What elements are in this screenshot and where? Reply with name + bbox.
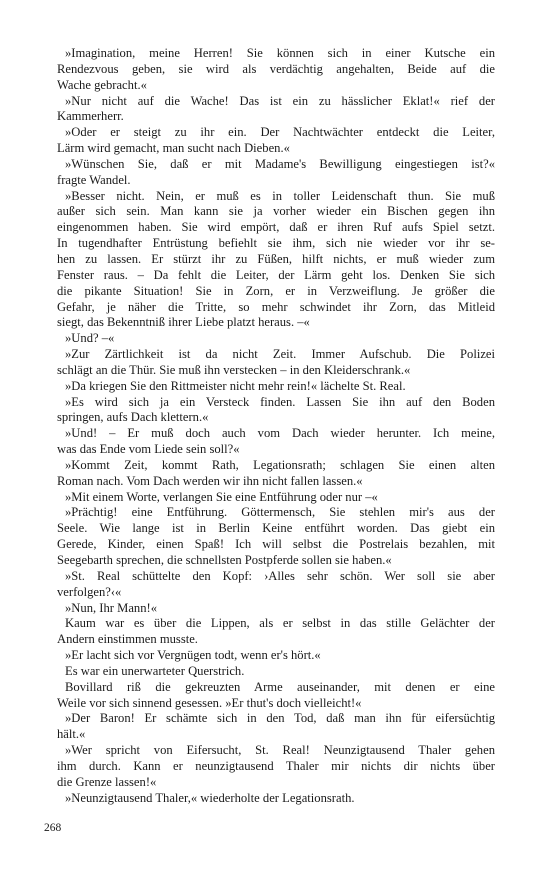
text-line: hen zu lassen. Er stürzt ihr zu Füßen, hilft nichts, er muß wieder zum <box>57 251 495 266</box>
text-line: die Grenze lassen!« <box>57 774 157 789</box>
text-line: In tugendhafter Entrüstung befiehlt sie ihm, sich nie wieder vor ihr se- <box>57 236 495 251</box>
text-line: »Wünschen Sie, daß er mit Madame's Bewilligung eingestiegen ist?« <box>65 156 495 171</box>
text-line: Bovillard riß die gekreuzten Arme auseinander, mit denen er eine <box>65 679 495 694</box>
text-line: Weile vor sich sinnend gesessen. »Er thut's doch vielleicht!« <box>57 695 362 710</box>
text-line: was das Ende vom Liede sein soll?« <box>57 442 240 457</box>
text-line: außer sich sein. Man kann sie ja vorher wieder ein Bischen gegen ihn <box>57 204 495 219</box>
text-line: »Nur nicht auf die Wache! Das ist ein zu hässlicher Eklat!« rief der <box>65 93 495 108</box>
text-line: »Er lacht sich vor Vergnügen todt, wenn er's hört.« <box>65 648 321 663</box>
text-line: »Und? –« <box>65 331 115 346</box>
text-line: Es war ein unerwarteter Querstrich. <box>65 663 245 678</box>
text-line: »Wer spricht von Eifersucht, St. Real! Neunzigtausend Thaler gehen <box>65 743 495 758</box>
text-line: eingenommen haben. Sie wird empört, daß er ihren Ruf aufs Spiel setzt. <box>57 220 495 235</box>
text-line: Seele. Wie lange ist in Berlin Keine entführt worden. Das giebt ein <box>57 521 495 536</box>
text-line: Kaum war es über die Lippen, als er selbst in das stille Gelächter der <box>65 616 495 631</box>
text-line: »Besser nicht. Nein, er muß es in toller Leidenschaft thun. Sie muß <box>65 188 495 203</box>
text-line: hält.« <box>57 727 86 742</box>
text-line: Gerede, Kinder, einen Spaß! Ich will selbst die Postrelais bezahlen, mit <box>57 537 495 552</box>
text-line: »Da kriegen Sie den Rittmeister nicht mehr rein!« lächelte St. Real. <box>65 378 406 393</box>
text-line: Fenster raus. – Da fehlt die Leiter, der Lärm geht los. Denken Sie sich <box>57 267 495 282</box>
text-line: Rendezvous geben, sie wird als verdächtig angehalten, Beide auf die <box>57 61 495 76</box>
text-line: Gefahr, je näher die Tritte, so mehr schwindet ihr Zorn, das Mitleid <box>57 299 495 314</box>
text-line: verfolgen?‹« <box>57 584 122 599</box>
text-line: Roman nach. Vom Dach werden wir ihn nicht fallen lassen.« <box>57 473 363 488</box>
text-line: »Prächtig! eine Entführung. Göttermensch, Sie stehlen mir's aus der <box>65 505 495 520</box>
text-line: »Es wird sich ja ein Versteck finden. Lassen Sie ihn auf den Boden <box>65 394 495 409</box>
text-line: »St. Real schüttelte den Kopf: ›Alles sehr schön. Wer soll sie aber <box>65 568 495 583</box>
text-line: Andern einstimmen musste. <box>57 632 198 647</box>
text-line: »Mit einem Worte, verlangen Sie eine Entführung oder nur –« <box>65 489 378 504</box>
page-number: 268 <box>44 822 62 834</box>
text-line: ihm durch. Kann er neunzigtausend Thaler mir nichts dir nichts über <box>57 758 495 773</box>
text-line: »Zur Zärtlichkeit ist da nicht Zeit. Immer Aufschub. Die Polizei <box>65 347 495 362</box>
text-line: »Und! – Er muß doch auch vom Dach wieder herunter. Ich meine, <box>65 426 495 441</box>
text-line: schlägt an die Thür. Sie muß ihn verstecken – in den Kleiderschrank.« <box>57 362 411 377</box>
text-line: »Der Baron! Er schämte sich in den Tod, daß man ihn für eifersüchtig <box>65 711 495 726</box>
text-line: Kammerherr. <box>57 109 124 124</box>
text-line: »Kommt Zeit, kommt Rath, Legationsrath; schlagen Sie einen alten <box>65 457 495 472</box>
text-line: »Nun, Ihr Mann!« <box>65 600 157 615</box>
body-text <box>57 46 495 807</box>
text-line: Lärm wird gemacht, man sucht nach Dieben.« <box>57 141 290 156</box>
text-line: springen, aufs Dach klettern.« <box>57 410 209 425</box>
text-line: siegt, das Bekenntniß ihrer Liebe platzt heraus. –« <box>57 315 310 330</box>
text-line: Seegebarth sprechen, die schnellsten Postpferde sollen sie haben.« <box>57 553 392 567</box>
text-line: fragte Wandel. <box>57 172 131 187</box>
text-line: »Imagination, meine Herren! Sie können sich in einer Kutsche ein <box>65 46 495 60</box>
text-line: die pikante Situation! Sie in Zorn, er in Verzweiflung. Je größer die <box>57 283 495 298</box>
text-line: »Oder er steigt zu ihr ein. Der Nachtwächter entdeckt die Leiter, <box>65 125 495 140</box>
text-line: »Neunzigtausend Thaler,« wiederholte der Legationsrath. <box>65 790 355 805</box>
text-line: Wache gebracht.« <box>57 77 147 92</box>
